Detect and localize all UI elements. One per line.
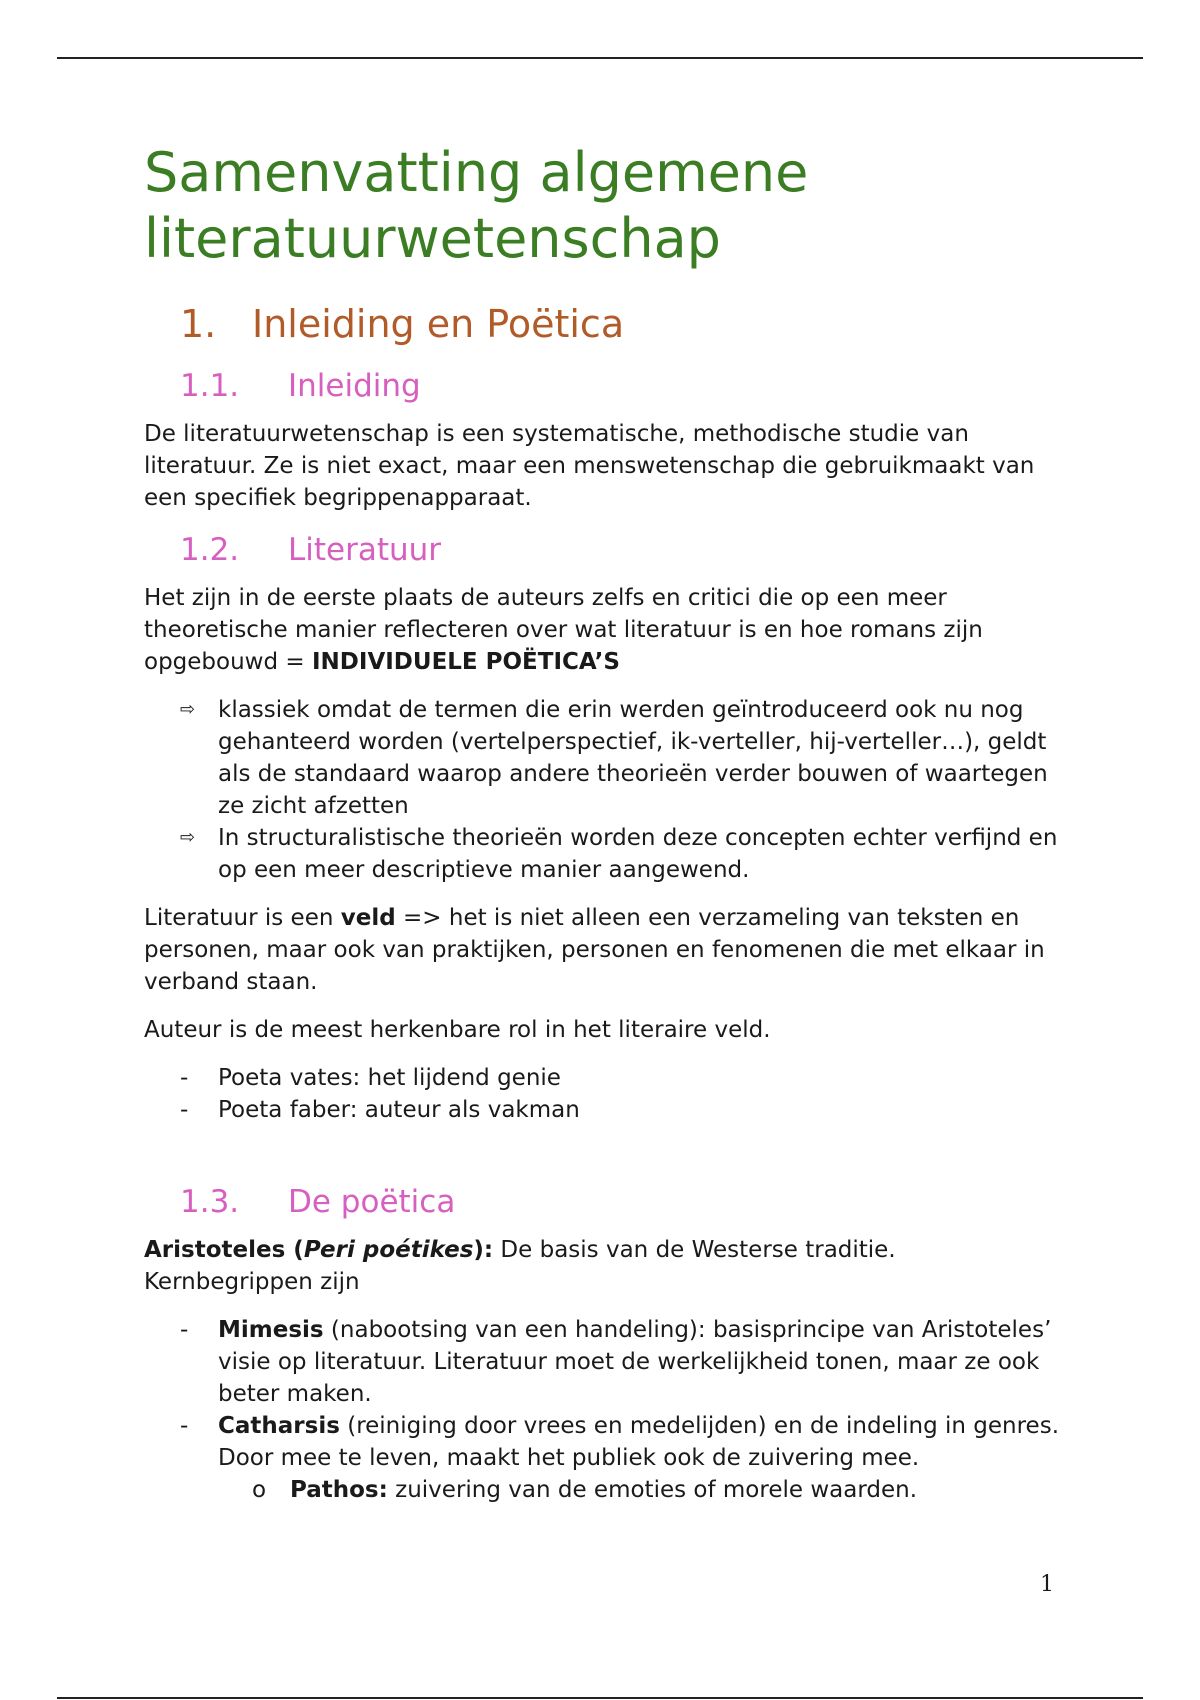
arrow-list: [144, 694, 1064, 886]
document-title: Samenvatting algemene literatuurwetenschap: [144, 141, 809, 270]
paragraph-poetica: [144, 1234, 1064, 1298]
paragraph-literatuur-3: Auteur is de meest herkenbare rol in het literaire veld.: [144, 1017, 771, 1043]
bold-term: Mimesis: [218, 1317, 324, 1343]
subsection-number: 1.1.: [180, 368, 240, 404]
section-number: 1.: [180, 302, 217, 346]
dash-marker: -: [180, 1317, 189, 1343]
list-item: [144, 1062, 1064, 1094]
bold-text: Aristoteles (: [144, 1237, 304, 1263]
bold-italic-text: Peri poétikes: [303, 1237, 474, 1263]
bold-term: veld: [340, 905, 396, 931]
list-item: [144, 1410, 1064, 1474]
bold-text: ):: [473, 1237, 494, 1263]
bold-term: Catharsis: [218, 1413, 340, 1439]
arrow-right-icon: ⇨: [180, 827, 196, 848]
dash-marker: -: [180, 1097, 189, 1123]
list-item-text: Poeta vates: het lijdend genie: [218, 1065, 561, 1091]
dash-marker: -: [180, 1065, 189, 1091]
list-item: [144, 1094, 1064, 1126]
spacer: [144, 1142, 1064, 1182]
top-rule: [57, 57, 1143, 59]
list-item: [144, 694, 1064, 822]
dash-marker: -: [180, 1413, 189, 1439]
subsection-number: 1.2.: [180, 532, 240, 568]
subsection-heading-1-2: [180, 530, 1064, 570]
section-heading-1: [180, 300, 1064, 348]
subsection-title: Literatuur: [288, 532, 442, 568]
list-item: [144, 1314, 1064, 1410]
circle-marker: o: [252, 1477, 267, 1503]
list-item-text: Poeta faber: auteur als vakman: [218, 1097, 580, 1123]
poetica-list: [144, 1314, 1064, 1506]
arrow-right-icon: ⇨: [180, 699, 196, 720]
paragraph-text: Het zijn in de eerste plaats de auteurs zelfs en critici die op een meer theoretische manier reflecteren over wat literatuur is en hoe romans zijn opgebouwd =: [144, 585, 983, 675]
subsection-heading-1-1: [180, 366, 1064, 406]
paragraph-literatuur-1: [144, 582, 1064, 678]
bottom-rule: [57, 1697, 1143, 1699]
paragraph-text: Literatuur is een: [144, 905, 341, 931]
list-item-text: zuivering van de emoties of morele waarden.: [387, 1477, 918, 1503]
list-item-text: (nabootsing van een handeling): basisprincipe van Aristoteles’ visie op literatuur. Literatuur moet de werkelijkheid tonen, maar ze ook beter maken.: [218, 1317, 1052, 1407]
list-item: [144, 822, 1064, 886]
bold-term: [144, 1237, 493, 1263]
bold-term: Pathos:: [290, 1477, 388, 1503]
subsection-number: 1.3.: [180, 1184, 240, 1220]
paragraph-text: De basis van de Westerse traditie. Kernbegrippen zijn: [144, 1237, 896, 1295]
section-title: Inleiding en Poëtica: [252, 302, 625, 346]
list-item-text: klassiek omdat de termen die erin werden geïntroduceerd ook nu nog gehanteerd worden (vertelperspectief, ik-verteller, hij-verteller…), geldt als de standaard waarop andere theorieën verder bouwen of waartegen ze zicht afzetten: [218, 697, 1048, 819]
list-item-text: In structuralistische theorieën worden deze concepten echter verfijnd en op een meer descriptieve manier aangewend.: [218, 825, 1058, 883]
dash-list: [144, 1062, 1064, 1126]
page-number: 1: [1040, 1572, 1054, 1597]
list-item-text: (reiniging door vrees en medelijden) en de indeling in genres. Door mee te leven, maakt het publiek ook de zuivering mee.: [218, 1413, 1060, 1471]
paragraph-text: => het is niet alleen een verzameling van teksten en personen, maar ook van praktijken, personen en fenomenen die met elkaar in verband staan.: [144, 905, 1045, 995]
paragraph-literatuur-2: [144, 902, 1064, 998]
subsection-title: De poëtica: [288, 1184, 456, 1220]
document-content: [144, 140, 1064, 1522]
paragraph-inleiding: De literatuurwetenschap is een systematische, methodische studie van literatuur. Ze is niet exact, maar een menswetenschap die gebruikmaakt van een specifiek begrippenapparaat.: [144, 421, 1035, 511]
subsection-heading-1-3: [180, 1182, 1064, 1222]
sub-list-item: [144, 1474, 1064, 1506]
bold-term: INDIVIDUELE POËTICA’S: [311, 649, 620, 675]
subsection-title: Inleiding: [288, 368, 421, 404]
